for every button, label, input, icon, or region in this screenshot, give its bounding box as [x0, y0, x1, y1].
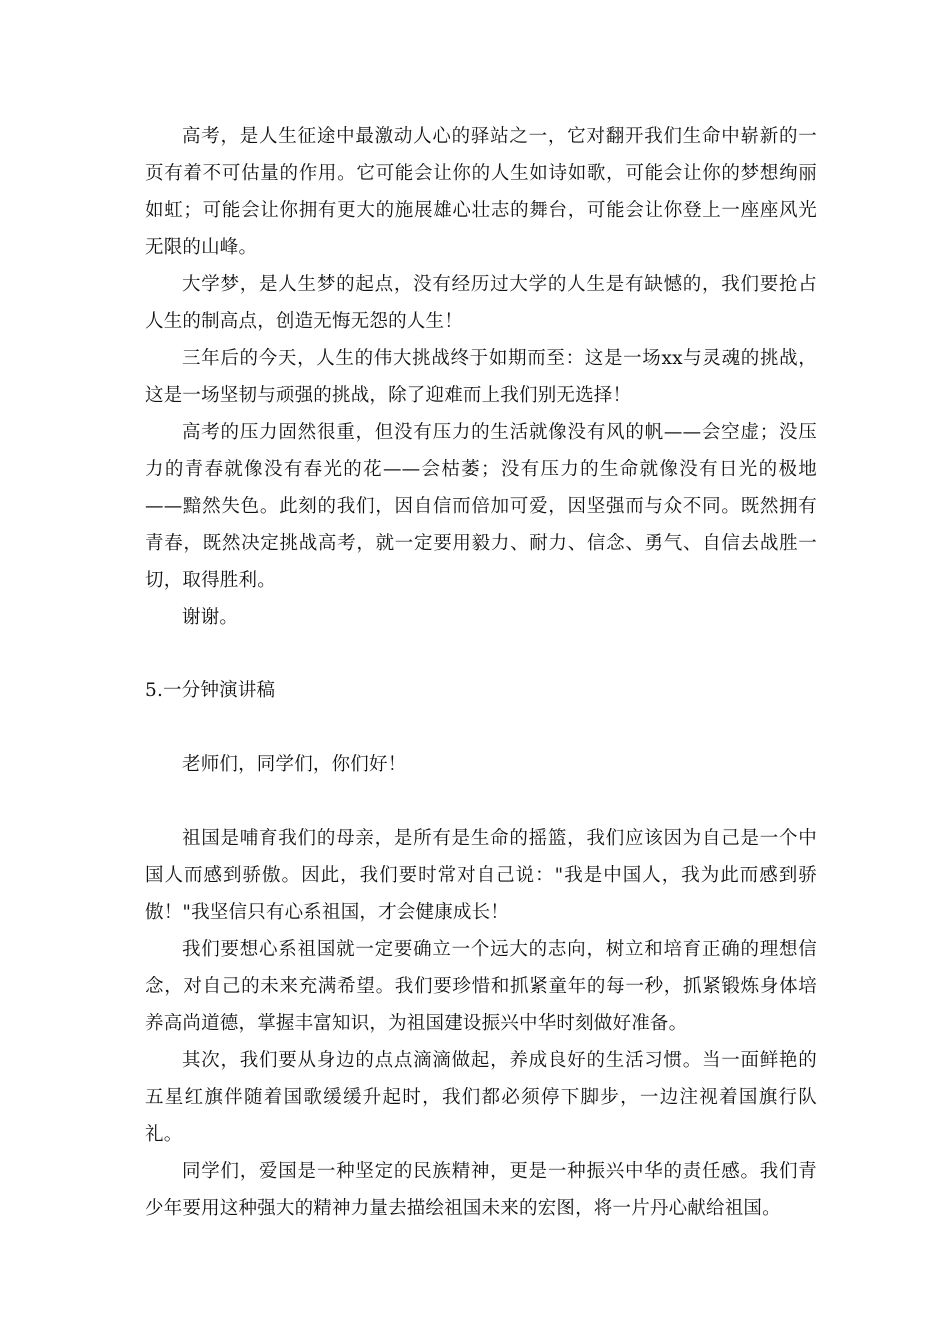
paragraph: 三年后的今天，人生的伟大挑战终于如期而至：这是一场xx与灵魂的挑战，这是一场坚韧与顽强的挑战，除了迎难而上我们别无选择！	[145, 348, 817, 406]
paragraph: 高考的压力固然很重，但没有压力的生活就像没有风的帆——会空虚；没压力的青春就像没有春光的花——会枯萎；没有压力的生命就像没有日光的极地——黯然失色。此刻的我们，因自信而倍加可爱，因坚强而与众不同。既然拥有青春，既然决定挑战高考，就一定要用毅力、耐力、信念、勇气、自信去战胜一切，取得胜利。	[145, 422, 817, 591]
paragraph: 祖国是哺育我们的母亲，是所有是生命的摇篮，我们应该因为自己是一个中国人而感到骄傲。因此，我们要时常对自己说："我是中国人，我为此而感到骄傲！"我坚信只有心系祖国，才会健康成长！	[145, 828, 817, 923]
paragraph: 高考，是人生征途中最激动人心的驿站之一，它对翻开我们生命中崭新的一页有着不可估量的作用。它可能会让你的人生如诗如歌，可能会让你的梦想绚丽如虹；可能会让你拥有更大的施展雄心壮志的舞台，可能会让你登上一座座风光无限的山峰。	[145, 126, 817, 258]
paragraph: 大学梦，是人生梦的起点，没有经历过大学的人生是有缺憾的，我们要抢占人生的制高点，创造无悔无怨的人生！	[145, 274, 817, 332]
section-heading: 5.一分钟演讲稿	[145, 680, 276, 701]
paragraph: 谢谢。	[182, 607, 239, 628]
section-heading-block	[145, 672, 817, 709]
paragraph: 我们要想心系祖国就一定要确立一个远大的志向，树立和培育正确的理想信念，对自己的未来充满希望。我们要珍惜和抓紧童年的每一秒，抓紧锻炼身体培养高尚道德，掌握丰富知识，为祖国建设振兴中华时刻做好准备。	[145, 939, 817, 1034]
paragraph: 同学们，爱国是一种坚定的民族精神，更是一种振兴中华的责任感。我们青少年要用这种强大的精神力量去描绘祖国未来的宏图，将一片丹心献给祖国。	[145, 1161, 817, 1219]
greeting-block	[145, 746, 817, 783]
section-top	[145, 118, 817, 636]
greeting: 老师们，同学们，你们好！	[182, 754, 407, 775]
paragraph: 其次，我们要从身边的点点滴滴做起，养成良好的生活习惯。当一面鲜艳的五星红旗伴随着国歌缓缓升起时，我们都必须停下脚步，一边注视着国旗行队礼。	[145, 1050, 817, 1145]
section-bottom	[145, 820, 817, 1227]
